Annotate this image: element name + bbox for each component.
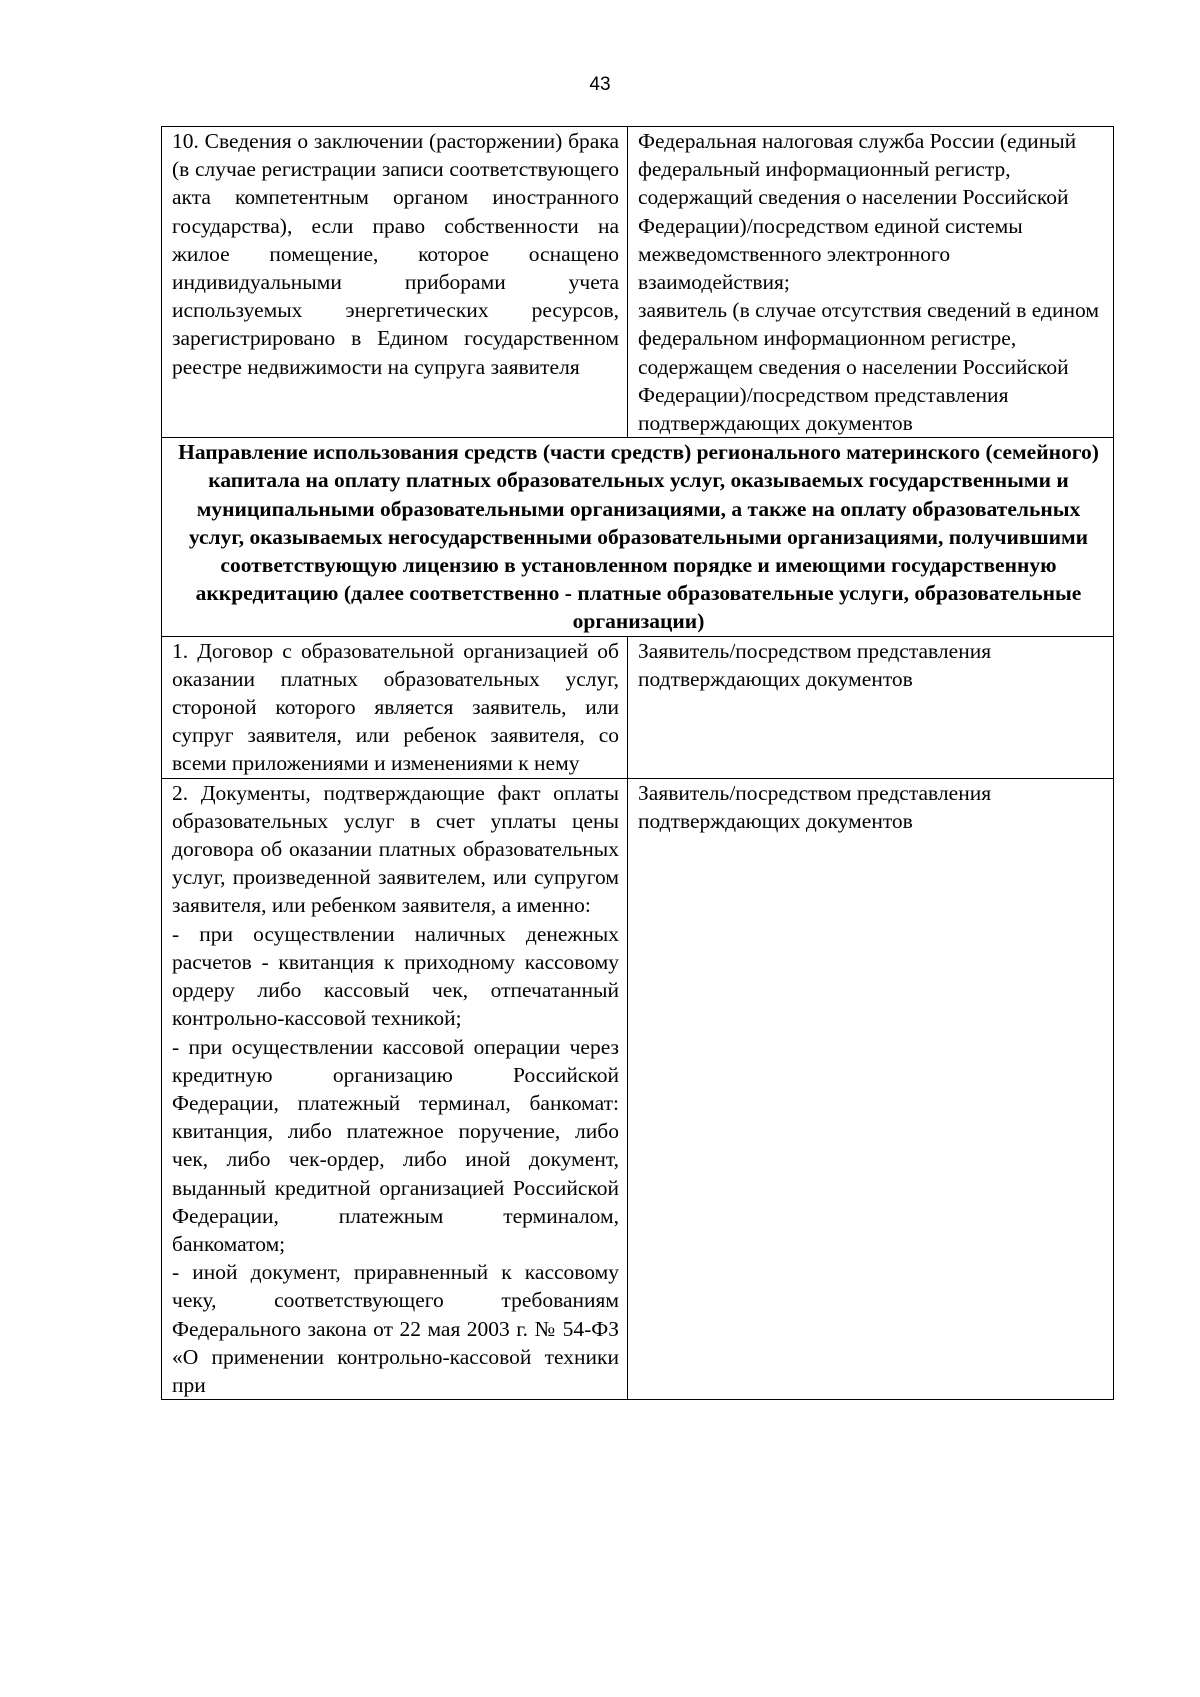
row-2-source: Заявитель/посредством представления подтверждающих документов [638,780,992,833]
row-10-source-fallback: заявитель (в случае отсутствия сведений в едином федеральном информационном регистре, содержащем сведения о населении Российской Федерации)/посредством представления подтверждающих документов [638,298,1099,436]
requirement-cell [162,636,628,778]
section-heading: Направление использования средств (части средств) регионального материнского (семейного) капитала на оплату платных образовательных услуг, оказываемых государственными и муниципальными образовательными организациями, а также на оплату образовательных услуг, оказываемых негосударственными образовательными организациями, получившими соответствующую лицензию в установленном порядке и имеющими государственную аккредитацию (далее соответственно - платные образовательные услуги, образовательные организации) [162,438,1114,636]
row-10-source-primary: Федеральная налоговая служба России (единый федеральный информационный регистр, содержащий сведения о населении Российской Федерации)/посредством единой системы межведомственного электронного взаимодействия; [638,129,1077,295]
source-cell [628,127,1114,438]
row-1-requirement: 1. Договор с образовательной организацией об оказании платных образовательных услуг, стороной которого является заявитель, или супруг заявителя, или ребенок заявителя, со всеми приложениями и изменениями к нему [172,638,619,776]
row-2-requirement-bank: - при осуществлении кассовой операции через кредитную организацию Российской Федерации, платежный терминал, банкомат: квитанция, либо платежное поручение, либо чек, либо чек-ордер, либо иной документ, выданный кредитной организацией Российской Федерации, платежным терминалом, банкоматом; [172,1034,619,1256]
row-2-requirement-intro: 2. Документы, подтверждающие факт оплаты образовательных услуг в счет уплаты цены договора об оказании платных образовательных услуг, произведенной заявителем, или супругом заявителя, или ребенком заявителя, а именно: [172,780,619,918]
row-10-requirement: 10. Сведения о заключении (расторжении) брака (в случае регистрации записи соответствующего акта компетентным органом иностранного государства), если право собственности на жилое помещение, которое оснащено индивидуальными приборами учета используемых энергетических ресурсов, зарегистрировано в Едином государственном реестре недвижимости на супруга заявителя [172,129,619,379]
section-row [162,438,1114,636]
source-cell [628,636,1114,778]
table-row [162,636,1114,778]
table-row [162,778,1114,1399]
page-number: 43 [589,74,611,95]
table-row [162,127,1114,438]
row-2-requirement-other: - иной документ, приравненный к кассовому чеку, соответствующего требованиям Федерального закона от 22 мая 2003 г. № 54-ФЗ «О применении контрольно-кассовой техники при [172,1260,619,1397]
document-table [161,126,1114,1400]
requirement-cell [162,778,628,1399]
requirement-cell [162,127,628,438]
row-1-source: Заявитель/посредством представления подтверждающих документов [638,638,992,691]
source-cell [628,778,1114,1399]
row-2-requirement-cash: - при осуществлении наличных денежных расчетов - квитанция к приходному кассовому ордеру либо кассовый чек, отпечатанный контрольно-кассовой техникой; [172,921,619,1031]
